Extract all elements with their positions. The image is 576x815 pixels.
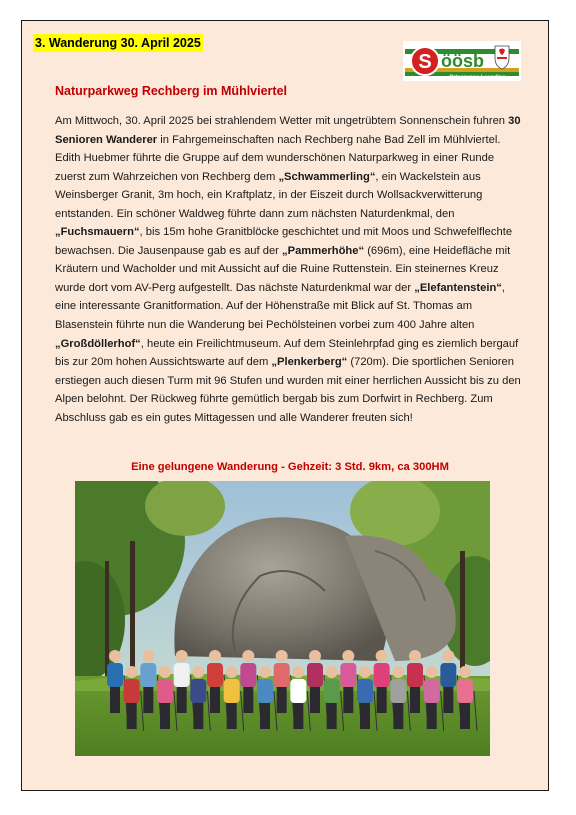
emphasis-text: „Elefantenstein“ xyxy=(414,281,502,294)
body-text-segment: , ein Wackelstein aus Weinsberger Granit, 3m hoch, ein Kraftplatz, in der Eiszeit durch Wollsackverwitterung entstanden. Ein schöner Waldweg führte dann zum nächsten Naturdenkmal, den xyxy=(55,170,483,220)
body-text-segment: Am Mittwoch, 30. April 2025 bei strahlendem Wetter mit ungetrübtem Sonnenschein fuhren xyxy=(55,115,509,127)
body-text-segment: (696m), eine Heidefläche mit Kräutern und Wacholder und mit Aussicht auf die Ruine Ruttenstein. Ein steinernes Kreuz wurde dort vom AV-Perg aufgestellt. Das nächste Naturdenkmal war der xyxy=(55,244,511,294)
emphasis-text: „Plenkerberg“ xyxy=(271,356,348,369)
emphasis-text: „Schwammerling“ xyxy=(278,170,376,183)
coat-of-arms-icon xyxy=(495,46,509,69)
emphasis-text: „Fuchsmauern“ xyxy=(55,226,140,239)
svg-text:S: S xyxy=(418,51,432,73)
emphasis-text: 30 Senioren Wanderer xyxy=(55,115,521,146)
emphasis-text: „Großdöllerhof“ xyxy=(55,337,141,350)
article-subtitle: Naturparkweg Rechberg im Mühlviertel xyxy=(55,84,288,98)
emphasis-text: „Pammerhöhe“ xyxy=(282,244,365,257)
logo-text: öösb xyxy=(441,51,484,71)
article-tagline: Eine gelungene Wanderung - Gehzeit: 3 Std. 9km, ca 300HM xyxy=(131,461,449,473)
oesb-logo xyxy=(403,41,521,81)
body-text-segment: , bis 15m hohe Granitblöcke geschichtet und mit Moos und Schwefelflechte bewachsen. Die Jausenpause gab es auf der xyxy=(55,226,513,257)
body-text-segment: , eine interessante Granitformation. Auf der Höhenstraße mit Blick auf St. Thomas am Blasenstein führte nun die Wanderung bei Pechölsteinen vorbei zum 400 Jahre alten xyxy=(55,281,505,332)
body-text-segment: , heute ein Freilichtmuseum. Auf dem Steinlehrpfad ging es ziemlich bergauf bis zur 20m hohen Aussichtswarte auf dem xyxy=(55,337,519,369)
body-text-segment: in Fahrgemeinschaften nach Rechberg nahe Bad Zell im Mühlviertel. Edith Huebmer führte die Gruppe auf dem wunderschönen Naturparkweg in einer Runde zuerst zum Wahrzeichen von Rechberg dem xyxy=(55,133,501,183)
article-body xyxy=(55,112,525,427)
body-text-segment: (720m). Die sportlichen Senioren erstiegen auch diesen Turm mit 96 Stufen und wurden mit einer herrlichen Aussicht bis zu den Alpen belohnt. Der Rückweg führte gemütlich bergab bis zum Dorfwirt in Rechberg. Zum Abschluss gab es ein gutes Mittagessen und alle Wanderer freuten sich! xyxy=(55,356,521,424)
logo-subtext: Ortsgruppe Leonding xyxy=(449,74,506,81)
group-photo xyxy=(75,481,490,756)
page-title: 3. Wanderung 30. April 2025 xyxy=(35,36,201,50)
